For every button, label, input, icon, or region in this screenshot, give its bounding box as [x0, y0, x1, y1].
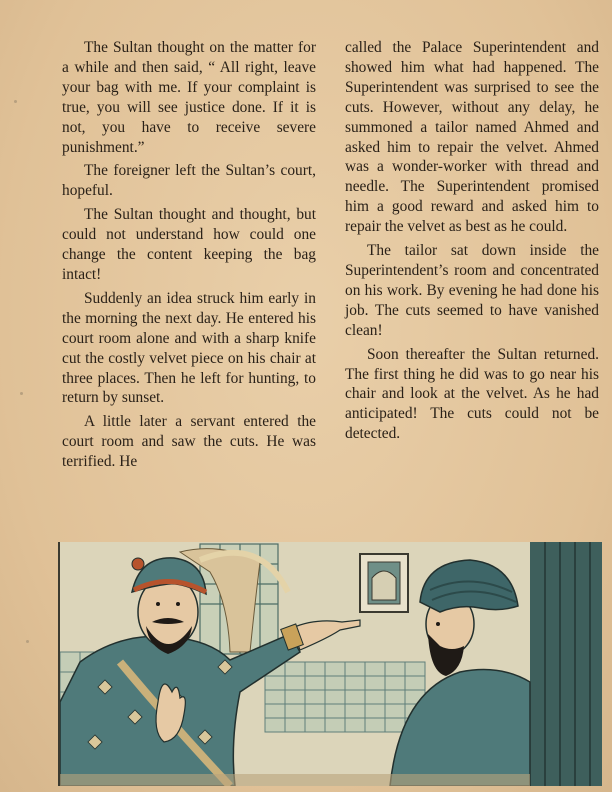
- door-panel: [530, 542, 602, 786]
- paragraph: The Sultan thought on the matter for a while and then said, “ All right, leave your bag with me. If your complaint is true, you will see justice done. If it is not, you have to receive severe punishment.”: [62, 39, 316, 156]
- paragraph: Soon thereafter the Sultan returned. The first thing he did was to go near his chair and look at the velvet. As he had anticipated! The cuts could not be detected.: [345, 345, 599, 443]
- paragraph: called the Palace Superintendent and showed him what had happened. The Superintendent was surprised to see the cuts. However, without any delay, he summoned a tailor named Ahmed and asked him to repair the velvet. Ahmed was a wonder-worker with thread and needle. The Superintendent promised him a good reward and asked him to repair the velvet as best as he could.: [345, 39, 599, 236]
- illustration-drawing: [60, 542, 602, 786]
- paragraph: The foreigner left the Sultan’s court, hopeful.: [62, 162, 316, 200]
- left-text-column: [62, 38, 316, 476]
- paragraph: The tailor sat down inside the Superintendent’s room and concentrated on his work. By evening he had done his job. The cuts seemed to have vanished clean!: [345, 242, 599, 339]
- paragraph: A little later a servant entered the court room and saw the cuts. He was terrified. He: [62, 413, 316, 471]
- paper-speck: [14, 100, 17, 103]
- paper-speck: [20, 392, 23, 395]
- paragraph: Suddenly an idea struck him early in the morning the next day. He entered his court room alone and with a sharp knife cut the costly velvet piece on his chair at three places. Then he left for hunting, to return by sunset.: [62, 289, 316, 407]
- story-illustration: [58, 542, 602, 786]
- right-text-column: [345, 38, 599, 448]
- paragraph: The Sultan thought and thought, but could not understand how could one change the content keeping the bag intact!: [62, 206, 316, 283]
- paper-speck: [26, 640, 29, 643]
- wall-tiles: [265, 662, 425, 732]
